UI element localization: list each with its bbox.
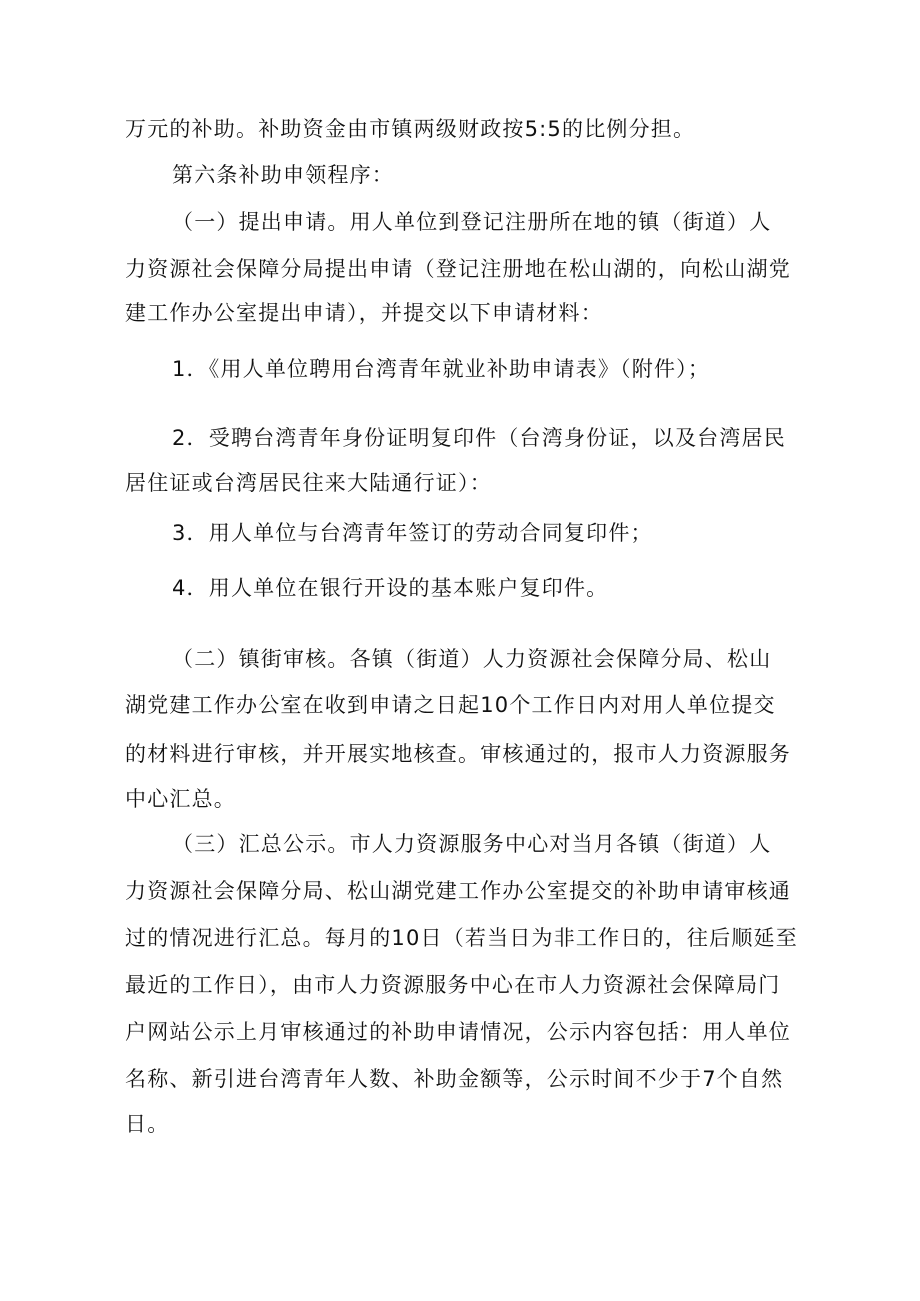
text-line-18: 最近的工作日），由市人力资源服务中心在市人力资源社会保障局门 (125, 973, 781, 997)
text-line-21: 日。 (125, 1112, 170, 1136)
text-line-16: 力资源社会保障分局、松山湖党建工作办公室提交的补助申请审核通 (125, 879, 791, 903)
article-heading: 第六条补助申领程序： (172, 163, 394, 187)
text-line-15: （三）汇总公示。市人力资源服务中心对当月各镇（街道）人 (172, 832, 772, 856)
text-line-20: 名称、新引进台湾青年人数、补助金额等，公示时间不少于7个自然 (125, 1067, 784, 1091)
text-line-17: 过的情况进行汇总。每月的10日（若当日为非工作日的，往后顺延至 (125, 926, 798, 950)
text-line-19: 户网站公示上月审核通过的补助申请情况，公示内容包括：用人单位 (125, 1020, 791, 1044)
text-line-4: 力资源社会保障分局提出申请（登记注册地在松山湖的，向松山湖党 (125, 257, 791, 281)
text-line-14: 中心汇总。 (125, 787, 236, 811)
text-line-3: （一）提出申请。用人单位到登记注册所在地的镇（街道）人 (172, 210, 772, 234)
list-item-1: 1．《用人单位聘用台湾青年就业补助申请表》（附件）； (172, 357, 711, 381)
text-line-13: 的材料进行审核，并开展实地核查。审核通过的，报市人力资源服务 (125, 742, 791, 766)
text-line-11: （二）镇街审核。各镇（街道）人力资源社会保障分局、松山 (172, 647, 772, 671)
list-item-4: 4．用人单位在银行开设的基本账户复印件。 (172, 576, 609, 600)
text-line-1: 万元的补助。补助资金由市镇两级财政按5:5的比例分担。 (125, 117, 696, 141)
text-line-5: 建工作办公室提出申请），并提交以下申请材料： (125, 301, 603, 325)
text-line-12: 湖党建工作办公室在收到申请之日起10个工作日内对用人单位提交 (125, 693, 776, 717)
list-item-2: 2．受聘台湾青年身份证明复印件（台湾身份证，以及台湾居民 (172, 426, 786, 450)
list-item-2-continued: 居住证或台湾居民往来大陆通行证）： (125, 471, 492, 495)
list-item-3: 3．用人单位与台湾青年签订的劳动合同复印件； (172, 521, 653, 545)
